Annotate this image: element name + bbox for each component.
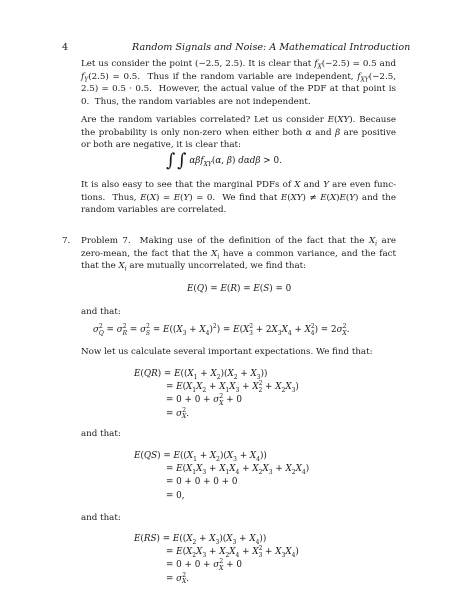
paragraph-marginal-pdfs: It is also easy to see that the marginal PDFs of X and Y are even func- tions. Thus, E(X) = E(Y) = 0. We find that E(XY) ≠ E(X)E(Y) and the random variables are correlated.	[81, 180, 396, 216]
text-and-that-2: and that:	[81, 429, 121, 439]
equation-integral: ∫ ∫ αβf$_{XY}$(α, β) dαdβ > 0.	[166, 150, 282, 171]
page-number: 4	[62, 42, 69, 53]
text-calc-intro: Now let us calculate several important expectations. We find that:	[81, 347, 373, 357]
equation-block-qs: $E(QS) = E((X_1 + X_2)(X_3 + X_4))$ = $E(X_1X_3 + X_1X_4 + X_2X_3 + X_2X_4)$ = 0 + 0 + 0 + 0 = 0,	[134, 451, 310, 501]
equation-block-rs: $E(RS) = E((X_2 + X_3)(X_3 + X_4))$ = $E(X_2X_3 + X_2X_4 + X^2_3 + X_3X_4)$ = $0 + 0 + \sigma^2_X + 0$ = $\sigma^2_X$.	[134, 534, 299, 586]
running-title: Random Signals and Noise: A Mathematical Introduction	[132, 42, 411, 53]
item-number-7: 7.	[62, 236, 71, 246]
text-and-that-1: and that:	[81, 307, 121, 317]
equation-means: E(Q) = E(R) = E(S) = 0	[187, 284, 292, 294]
text-and-that-3: and that:	[81, 513, 121, 523]
paragraph-correlated-question: Are the random variables correlated? Let us consider E(XY). Because the probability is only non-zero when either both α and β are positive or both are negative, it is clear that:	[81, 115, 397, 151]
equation-block-qr: $E(QR) = E((X_1 + X_2)(X_2 + X_3))$ = $E(X_1X_2 + X_1X_3 + X^2_2 + X_2X_3)$ = $0 + 0 + \sigma^2_X + 0$ = $\sigma^2_X$.	[134, 369, 299, 421]
paragraph-independence: Let us consider the point (−2.5, 2.5). It is clear that $f_X(-2.5) = 0.5$ and $f_Y(2.5) = 0.5$. Thus if the random variable are independent, $f_{XY}(-2.5$, 2.5) = 0.5 · 0.5. However, the actual value of the PDF at that point is 0. Thus, the random variables are not independent.	[81, 59, 397, 107]
equation-variance: $\sigma^2_Q = \sigma^2_R = \sigma^2_S = E((X_3 + X_4)^2) = E(X^2_3 + 2X_3X_4 + X^2_4) = 2\sigma^2_X$.	[93, 323, 350, 337]
paragraph-problem-7: Problem 7. Making use of the definition of the fact that the $X_i$ are zero-mean, the fact that the $X_i$ have a common variance, and the fact that the $X_i$ are mutually uncorrelated, we find that:	[81, 236, 396, 273]
